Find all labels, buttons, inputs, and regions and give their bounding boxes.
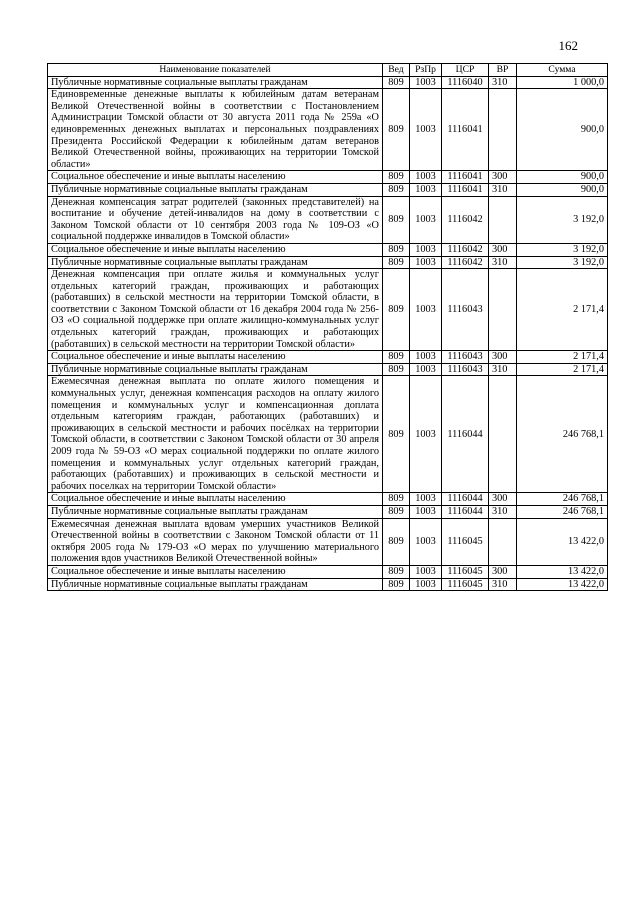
row-csr-cell: 1116045: [442, 565, 489, 578]
row-vr-cell: [489, 89, 517, 171]
table-row: [48, 493, 608, 506]
row-ved-cell: 809: [383, 171, 410, 184]
row-rzpr-cell: 1003: [410, 89, 442, 171]
row-ved-cell: 809: [383, 89, 410, 171]
row-vr-cell: 310: [489, 363, 517, 376]
row-vr-cell: [489, 518, 517, 565]
row-rzpr-cell: 1003: [410, 196, 442, 243]
row-csr-cell: 1116042: [442, 243, 489, 256]
row-sum-cell: 900,0: [517, 89, 608, 171]
header-sum: Сумма: [517, 64, 608, 77]
row-sum-cell: 246 768,1: [517, 376, 608, 493]
row-name-cell: Публичные нормативные социальные выплаты гражданам: [48, 578, 383, 591]
table-row: [48, 183, 608, 196]
row-vr-cell: [489, 376, 517, 493]
row-ved-cell: 809: [383, 505, 410, 518]
row-ved-cell: 809: [383, 243, 410, 256]
table-row: [48, 269, 608, 351]
row-name-cell: Публичные нормативные социальные выплаты гражданам: [48, 183, 383, 196]
row-vr-cell: [489, 196, 517, 243]
row-rzpr-cell: 1003: [410, 578, 442, 591]
row-name-cell: Ежемесячная денежная выплата по оплате жилого помещения и коммунальных услуг, денежная компенсация расходов на оплату жилого помещения и коммунальных услуг и компенсационная доплата отдельным категориям граждан, работающих (работавших) и проживающих в сельской местности и рабочих посёлках на территории Томской области, в соответствии с Законом Томской области от 30 апреля 2009 года № 59-ОЗ «О мерах социальной поддержки по оплате жилого помещения и коммунальных услуг отдельных категорий граждан, работающих (работавших) и проживающих в сельской местности и рабочих поселках на территории Томской области»: [48, 376, 383, 493]
row-csr-cell: 1116044: [442, 376, 489, 493]
row-ved-cell: 809: [383, 518, 410, 565]
row-rzpr-cell: 1003: [410, 243, 442, 256]
row-csr-cell: 1116044: [442, 505, 489, 518]
row-sum-cell: 3 192,0: [517, 256, 608, 269]
table-row: [48, 505, 608, 518]
table-header-row: [48, 64, 608, 77]
row-csr-cell: 1116041: [442, 183, 489, 196]
table-body: [48, 76, 608, 591]
row-vr-cell: 310: [489, 505, 517, 518]
table-row: [48, 196, 608, 243]
row-ved-cell: 809: [383, 376, 410, 493]
row-ved-cell: 809: [383, 351, 410, 364]
row-vr-cell: 310: [489, 183, 517, 196]
row-sum-cell: 13 422,0: [517, 578, 608, 591]
row-sum-cell: 2 171,4: [517, 351, 608, 364]
header-rzpr: РзПр: [410, 64, 442, 77]
row-rzpr-cell: 1003: [410, 171, 442, 184]
table-row: [48, 243, 608, 256]
row-csr-cell: 1116042: [442, 196, 489, 243]
table-row: [48, 171, 608, 184]
row-sum-cell: 246 768,1: [517, 505, 608, 518]
row-sum-cell: 13 422,0: [517, 518, 608, 565]
row-rzpr-cell: 1003: [410, 183, 442, 196]
row-ved-cell: 809: [383, 363, 410, 376]
header-vr: ВР: [489, 64, 517, 77]
row-vr-cell: 300: [489, 565, 517, 578]
row-name-cell: Публичные нормативные социальные выплаты гражданам: [48, 256, 383, 269]
row-ved-cell: 809: [383, 183, 410, 196]
row-vr-cell: [489, 269, 517, 351]
row-rzpr-cell: 1003: [410, 256, 442, 269]
table-row: [48, 351, 608, 364]
row-ved-cell: 809: [383, 565, 410, 578]
row-ved-cell: 809: [383, 256, 410, 269]
row-vr-cell: 300: [489, 493, 517, 506]
row-ved-cell: 809: [383, 578, 410, 591]
row-ved-cell: 809: [383, 269, 410, 351]
row-csr-cell: 1116040: [442, 76, 489, 89]
row-csr-cell: 1116041: [442, 171, 489, 184]
row-rzpr-cell: 1003: [410, 493, 442, 506]
page-number: 162: [558, 38, 578, 53]
header-name: Наименование показателей: [48, 64, 383, 77]
table-row: [48, 376, 608, 493]
row-ved-cell: 809: [383, 76, 410, 89]
row-name-cell: Ежемесячная денежная выплата вдовам умерших участников Великой Отечественной войны в соответствии с Законом Томской области от 11 октября 2005 года № 179-ОЗ «О мерах по улучшению материального положения вдов участников Великой Отечественной войны»: [48, 518, 383, 565]
row-vr-cell: 300: [489, 171, 517, 184]
table-row: [48, 256, 608, 269]
row-sum-cell: 2 171,4: [517, 363, 608, 376]
row-ved-cell: 809: [383, 493, 410, 506]
row-name-cell: Единовременные денежные выплаты к юбилейным датам ветеранам Великой Отечественной войны в соответствии с Постановлением Администрации Томской области от 30 августа 2011 года № 259а «О единовременных денежных выплатах и персональных поздравлениях Президента Российской Федерации к юбилейным датам ветеранов Великой Отечественной войны, проживающих на территории Томской области»: [48, 89, 383, 171]
row-name-cell: Денежная компенсация при оплате жилья и коммунальных услуг отдельных категорий граждан, проживающих и работающих (работавших) в сельской местности на территории Томской области, в соответствии с Законом Томской области от 16 декабря 2004 года № 256-ОЗ «О социальной поддержке при оплате жилищно-коммунальных услуг отдельных категорий граждан, проживающих и работающих (работавших) в сельской местности на территории Томской области»: [48, 269, 383, 351]
budget-table: [47, 63, 608, 591]
row-rzpr-cell: 1003: [410, 363, 442, 376]
row-name-cell: Публичные нормативные социальные выплаты гражданам: [48, 363, 383, 376]
row-rzpr-cell: 1003: [410, 351, 442, 364]
table-row: [48, 518, 608, 565]
row-sum-cell: 2 171,4: [517, 269, 608, 351]
row-sum-cell: 246 768,1: [517, 493, 608, 506]
row-ved-cell: 809: [383, 196, 410, 243]
row-name-cell: Социальное обеспечение и иные выплаты населению: [48, 351, 383, 364]
row-vr-cell: 300: [489, 243, 517, 256]
row-sum-cell: 900,0: [517, 171, 608, 184]
row-rzpr-cell: 1003: [410, 76, 442, 89]
row-name-cell: Социальное обеспечение и иные выплаты населению: [48, 243, 383, 256]
row-name-cell: Социальное обеспечение и иные выплаты населению: [48, 565, 383, 578]
row-csr-cell: 1116045: [442, 518, 489, 565]
row-vr-cell: 310: [489, 578, 517, 591]
row-csr-cell: 1116042: [442, 256, 489, 269]
row-sum-cell: 900,0: [517, 183, 608, 196]
row-vr-cell: 310: [489, 256, 517, 269]
row-rzpr-cell: 1003: [410, 505, 442, 518]
table-row: [48, 565, 608, 578]
row-rzpr-cell: 1003: [410, 565, 442, 578]
header-csr: ЦСР: [442, 64, 489, 77]
row-name-cell: Публичные нормативные социальные выплаты гражданам: [48, 76, 383, 89]
row-sum-cell: 1 000,0: [517, 76, 608, 89]
row-csr-cell: 1116043: [442, 269, 489, 351]
row-rzpr-cell: 1003: [410, 269, 442, 351]
table-row: [48, 76, 608, 89]
row-csr-cell: 1116043: [442, 363, 489, 376]
row-vr-cell: 300: [489, 351, 517, 364]
row-name-cell: Социальное обеспечение и иные выплаты населению: [48, 493, 383, 506]
table-row: [48, 363, 608, 376]
row-rzpr-cell: 1003: [410, 376, 442, 493]
row-csr-cell: 1116044: [442, 493, 489, 506]
table-row: [48, 89, 608, 171]
row-sum-cell: 3 192,0: [517, 243, 608, 256]
header-ved: Вед: [383, 64, 410, 77]
row-sum-cell: 13 422,0: [517, 565, 608, 578]
row-rzpr-cell: 1003: [410, 518, 442, 565]
row-csr-cell: 1116043: [442, 351, 489, 364]
row-csr-cell: 1116041: [442, 89, 489, 171]
row-name-cell: Публичные нормативные социальные выплаты гражданам: [48, 505, 383, 518]
row-sum-cell: 3 192,0: [517, 196, 608, 243]
row-name-cell: Денежная компенсация затрат родителей (законных представителей) на воспитание и обучение детей-инвалидов на дому в соответствии с Законом Томской области от 10 сентября 2003 года № 109-ОЗ «О социальной поддержке инвалидов в Томской области»: [48, 196, 383, 243]
table-row: [48, 578, 608, 591]
row-csr-cell: 1116045: [442, 578, 489, 591]
row-name-cell: Социальное обеспечение и иные выплаты населению: [48, 171, 383, 184]
row-vr-cell: 310: [489, 76, 517, 89]
